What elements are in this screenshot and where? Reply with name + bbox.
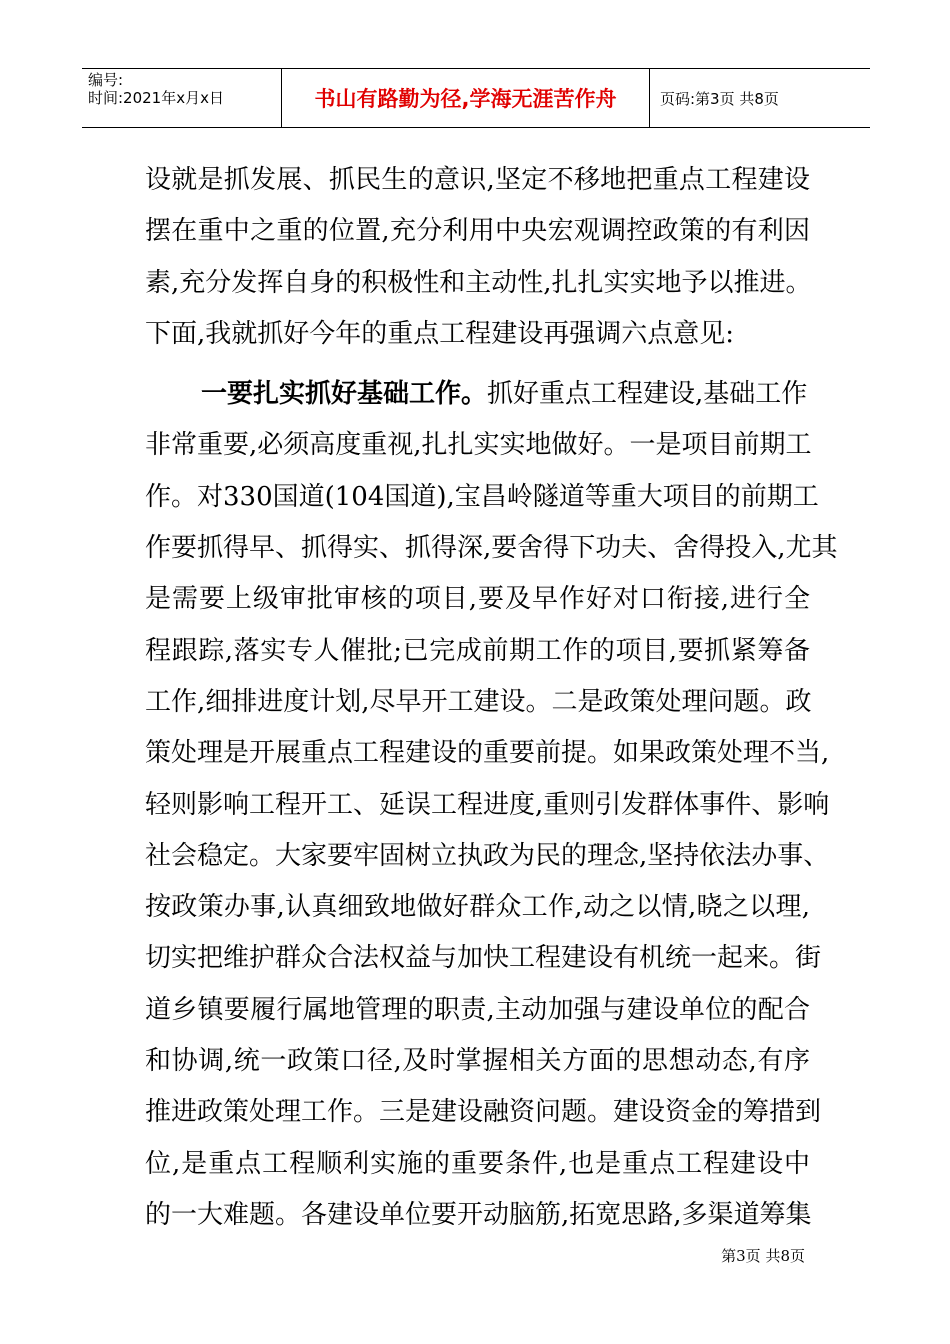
body-line: 位,是重点工程顺利实施的重要条件,也是重点工程建设中 [145, 1148, 810, 1179]
body-line: 轻则影响工程开工、延误工程进度,重则引发群体事件、影响 [145, 789, 830, 820]
body-line: 是需要上级审批审核的项目,要及早作好对口衔接,进行全 [145, 584, 810, 615]
paragraph-first-line-rest: 抓好重点工程建设,基础工作 [487, 379, 808, 410]
body-line: 的一大难题。各建设单位要开动脑筋,拓宽思路,多渠道筹集 [145, 1199, 812, 1230]
body-line: 推进政策处理工作。三是建设融资问题。建设资金的筹措到 [145, 1097, 822, 1128]
body-line: 摆在重中之重的位置,充分利用中央宏观调控政策的有利因 [145, 216, 810, 247]
body-line: 程跟踪,落实专人催批;已完成前期工作的项目,要抓紧筹备 [145, 635, 810, 666]
body-line: 按政策办事,认真细致地做好群众工作,动之以情,晓之以理, [145, 892, 810, 923]
header-table [82, 68, 870, 128]
body-line: 非常重要,必须高度重视,扎扎实实地做好。一是项目前期工 [145, 430, 812, 461]
header-page-code: 页码:第3页 共8页 [660, 89, 779, 108]
body-line: 工作,细排进度计划,尽早开工建设。二是政策处理问题。政 [145, 686, 812, 717]
body-line: 下面,我就抓好今年的重点工程建设再强调六点意见: [145, 318, 735, 349]
body-line: 策处理是开展重点工程建设的重要前提。如果政策处理不当, [145, 738, 830, 769]
document-time-label: 时间:2021年x月x日 [88, 89, 224, 107]
body-line: 素,充分发挥自身的积极性和主动性,扎扎实实地予以推进。 [145, 267, 812, 298]
body-line: 作。对330国道(104国道),宝昌岭隧道等重大项目的前期工 [145, 481, 819, 512]
body-line: 设就是抓发展、抓民生的意识,坚定不移地把重点工程建设 [145, 165, 810, 195]
document-number-label: 编号: [88, 71, 124, 89]
body-line: 和协调,统一政策口径,及时掌握相关方面的思想动态,有序 [145, 1046, 810, 1077]
body-line: 道乡镇要履行属地管理的职责,主动加强与建设单位的配合 [145, 994, 810, 1025]
header-motto: 书山有路勤为径,学海无涯苦作舟 [282, 69, 650, 127]
body-line: 社会稳定。大家要牢固树立执政为民的理念,坚持依法办事、 [145, 840, 830, 871]
footer-page-number: 第3页 共8页 [721, 1247, 805, 1265]
paragraph-first-line [145, 369, 810, 420]
body-line: 作要抓得早、抓得实、抓得深,要舍得下功夫、舍得投入,尤其 [145, 533, 838, 564]
paragraph-heading: 一要扎实抓好基础工作。 [201, 379, 488, 410]
body-line: 切实把维护群众合法权益与加快工程建设有机统一起来。街 [145, 943, 822, 974]
document-body [145, 155, 838, 1241]
header-meta [82, 69, 282, 127]
